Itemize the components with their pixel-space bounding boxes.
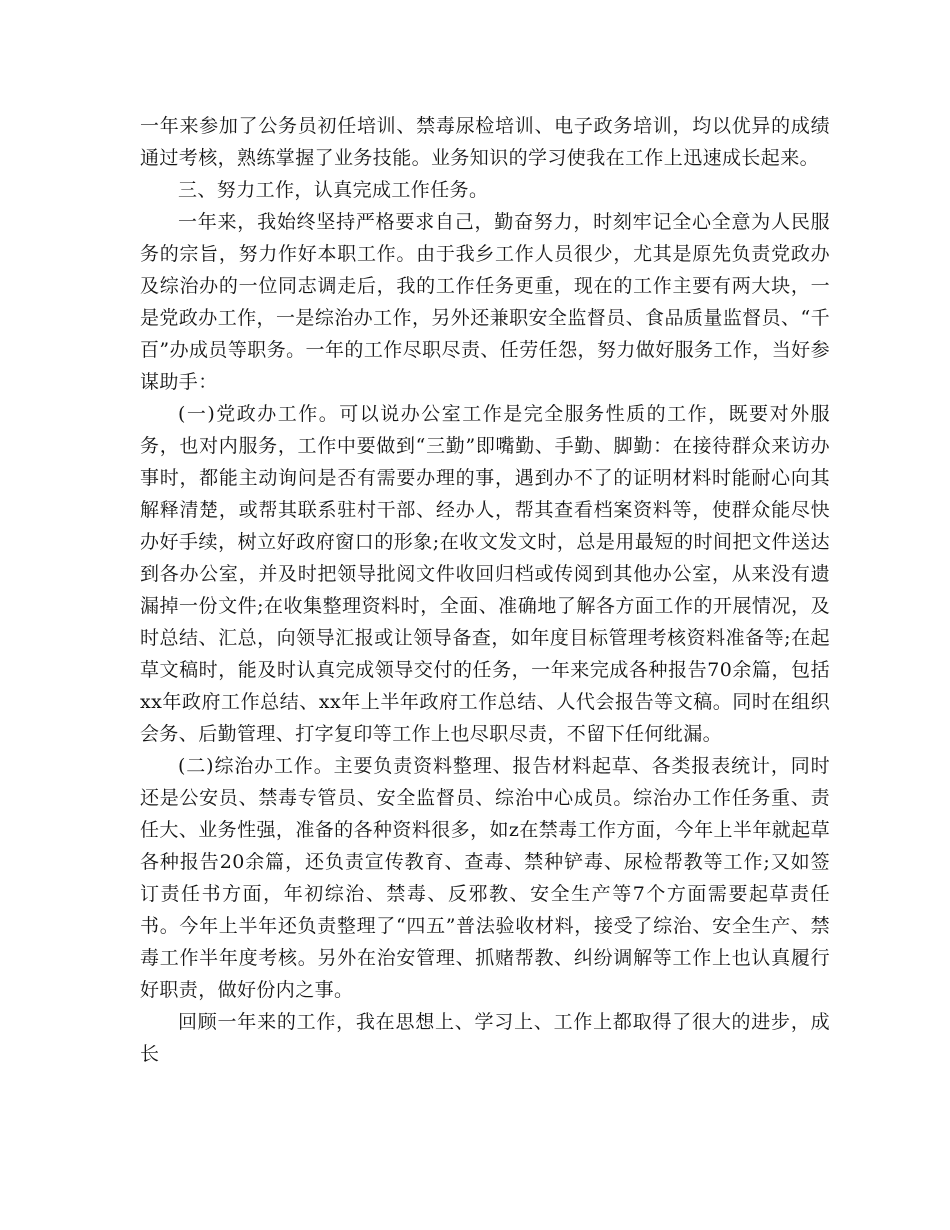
- section-heading-3: 三、努力工作，认真完成工作任务。: [178, 179, 489, 201]
- paragraph-comprehensive-office: (二)综治办工作。主要负责资料整理、报告材料起草、各类报表统计，同时还是公安员、禁毒专管员、安全监督员、综治中心成员。综治办工作任务重、责任大、业务性强，准备的各种资料很多，如z在禁毒工作方面，今年上半年就起草各种报告20余篇，还负责宣传教育、查毒、禁种铲毒、尿检帮教等工作;又如签订责任书方面，年初综治、禁毒、反邪教、安全生产等7个方面需要起草责任书。今年上半年还负责整理了“四五”普法验收材料，接受了综治、安全生产、禁毒工作半年度考核。另外在治安管理、抓赌帮教、纠纷调解等工作上也认真履行好职责，做好份内之事。: [140, 755, 830, 1001]
- paragraph-party-office: (一)党政办工作。可以说办公室工作是完全服务性质的工作，既要对外服务，也对内服务，工作中要做到“三勤”即嘴勤、手勤、脚勤：在接待群众来访办事时，都能主动询问是否有需要办理的事，遇到办不了的证明材料时能耐心向其解释清楚，或帮其联系驻村干部、经办人，帮其查看档案资料等，使群众能尽快办好手续，树立好政府窗口的形象;在收文发文时，总是用最短的时间把文件送达到各办公室，并及时把领导批阅文件收回归档或传阅到其他办公室，从来没有遗漏掉一份文件;在收集整理资料时，全面、准确地了解各方面工作的开展情况，及时总结、汇总，向领导汇报或让领导备查，如年度目标管理考核资料准备等;在起草文稿时，能及时认真完成领导交付的任务，一年来完成各种报告70余篇，包括xx年政府工作总结、xx年上半年政府工作总结、人代会报告等文稿。同时在组织会务、后勤管理、打字复印等工作上也尽职尽责，不留下任何纰漏。: [140, 403, 830, 745]
- paragraph-1: 一年来参加了公务员初任培训、禁毒尿检培训、电子政务培训，均以优异的成绩通过考核，熟练掌握了业务技能。业务知识的学习使我在工作上迅速成长起来。: [140, 115, 830, 169]
- paragraph-review: 回顾一年来的工作，我在思想上、学习上、工作上都取得了很大的进步，成长: [140, 1011, 830, 1065]
- paragraph-3: 一年来，我始终坚持严格要求自己，勤奋努力，时刻牢记全心全意为人民服务的宗旨，努力作好本职工作。由于我乡工作人员很少，尤其是原先负责党政办及综治办的一位同志调走后，我的工作任务更重，现在的工作主要有两大块，一是党政办工作，一是综治办工作，另外还兼职安全监督员、食品质量监督员、“千百”办成员等职务。一年的工作尽职尽责、任劳任怨，努力做好服务工作，当好参谋助手：: [140, 211, 830, 393]
- document-body: [140, 110, 830, 1070]
